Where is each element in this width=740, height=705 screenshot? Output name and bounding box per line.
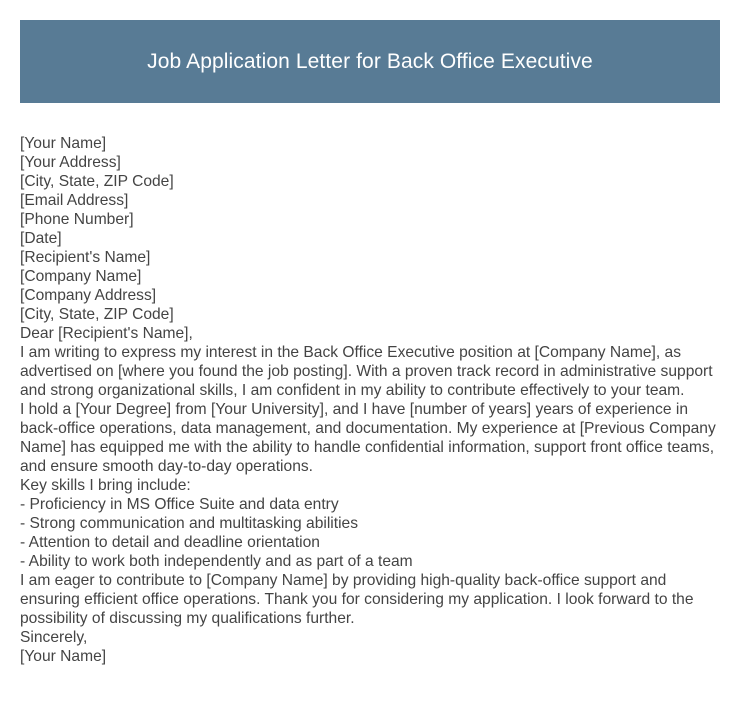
page-title: Job Application Letter for Back Office Executive <box>147 49 593 73</box>
paragraph-intro: I am writing to express my interest in the Back Office Executive position at [Company Name], as advertised on [where you found the job posting]. With a proven track record in administrative support and strong organizational skills, I am confident in my ability to contribute effectively to your team. <box>20 344 717 399</box>
salutation: Dear [Recipient's Name], <box>20 325 193 342</box>
skill-item: - Strong communication and multitasking abilities <box>20 515 359 532</box>
letter-body <box>20 134 722 666</box>
recipient-company-address: [Company Address] <box>20 287 157 304</box>
sender-name: [Your Name] <box>20 135 107 152</box>
sender-address: [Your Address] <box>20 154 121 171</box>
skill-item: - Proficiency in MS Office Suite and data entry <box>20 496 339 513</box>
title-banner <box>20 20 720 103</box>
recipient-city-state-zip: [City, State, ZIP Code] <box>20 306 174 323</box>
paragraph-experience: I hold a [Your Degree] from [Your University], and I have [number of years] years of experience in back-office operations, data management, and documentation. My experience at [Previous Company Name] has equipped me with the ability to handle confidential information, support front office teams, and ensure smooth day-to-day operations. <box>20 401 721 475</box>
sender-email: [Email Address] <box>20 192 129 209</box>
closing: Sincerely, <box>20 629 88 646</box>
sender-city-state-zip: [City, State, ZIP Code] <box>20 173 174 190</box>
sender-phone: [Phone Number] <box>20 211 134 228</box>
signature: [Your Name] <box>20 648 107 665</box>
paragraph-closing: I am eager to contribute to [Company Name] by providing high-quality back-office support and ensuring efficient office operations. Thank you for considering my application. I look forward to the possibility of discussing my qualifications further. <box>20 572 698 627</box>
recipient-name: [Recipient's Name] <box>20 249 151 266</box>
skill-item: - Ability to work both independently and as part of a team <box>20 553 413 570</box>
letter-date: [Date] <box>20 230 62 247</box>
recipient-company: [Company Name] <box>20 268 142 285</box>
skill-item: - Attention to detail and deadline orientation <box>20 534 320 551</box>
skills-intro: Key skills I bring include: <box>20 477 191 494</box>
